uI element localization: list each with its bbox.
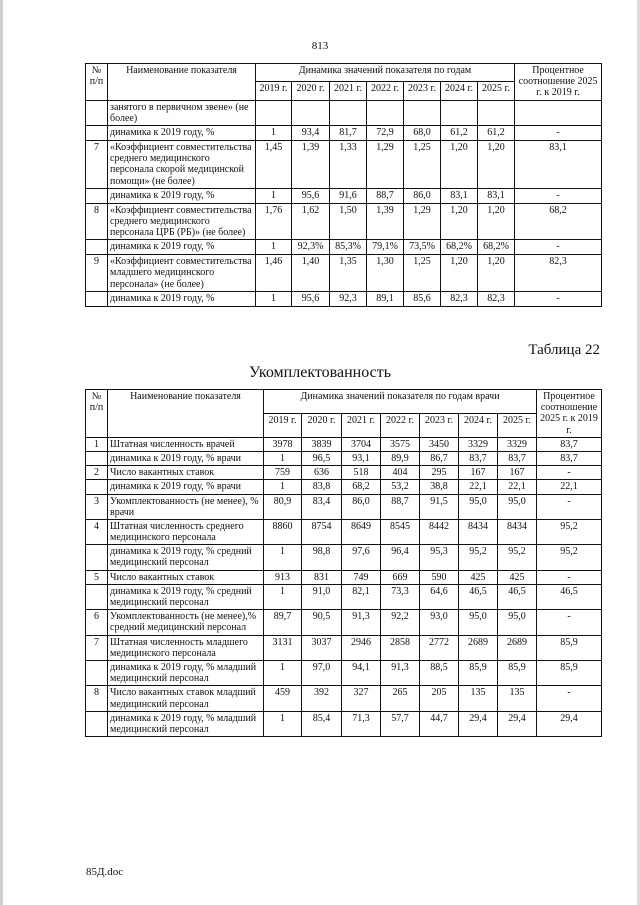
row-number-cell: 8 [86,203,108,240]
year-value-cell: 71,3 [342,711,381,736]
year-value-cell: 95,6 [292,291,330,306]
header-year: 2019 г. [264,413,302,437]
indicator-name-cell: Укомплектованность (не менее), % врачи [108,494,264,519]
row-number-cell: 1 [86,437,108,451]
percent-ratio-cell: - [515,125,602,140]
percent-ratio-cell: 83,1 [515,140,602,188]
year-value-cell: 2946 [342,635,381,660]
table-row [86,125,602,140]
header-year: 2020 г. [292,82,330,100]
year-value-cell: 518 [342,466,381,480]
year-value-cell: 95,2 [498,545,537,570]
year-value-cell: 1,20 [478,203,515,240]
indicator-name-cell: Число вакантных ставок [108,466,264,480]
year-value-cell: 1,33 [330,140,367,188]
year-value-cell: 1 [256,125,292,140]
table-row [86,291,602,306]
header-year: 2020 г. [302,413,342,437]
indicator-name-cell: динамика к 2019 году, % [108,240,256,255]
header-year: 2022 г. [367,82,404,100]
year-value-cell: 3037 [302,635,342,660]
year-value-cell: 1,40 [292,255,330,292]
year-value-cell: 91,5 [420,494,459,519]
percent-ratio-cell: 83,7 [537,437,602,451]
year-value-cell: 1 [256,188,292,203]
year-value-cell: 1,20 [441,203,478,240]
year-value-cell: 1 [264,660,302,685]
year-value-cell: 1,25 [404,255,441,292]
file-name-footer: 85Д.doc [86,866,124,878]
year-value-cell: 86,7 [420,451,459,465]
year-value-cell: 1 [256,240,292,255]
table-row [86,635,602,660]
table-row [86,466,602,480]
percent-ratio-cell: - [515,188,602,203]
year-value-cell: 93,4 [292,125,330,140]
header-dynamics: Динамика значений показателя по годам врачи [264,390,537,414]
indicator-name-cell: Число вакантных ставок младший медицинский персонал [108,686,264,711]
percent-ratio-cell: - [537,466,602,480]
year-value-cell: 759 [264,466,302,480]
header-name: Наименование показателя [108,390,264,438]
year-value-cell: 72,9 [367,125,404,140]
row-number-cell: 3 [86,494,108,519]
year-value-cell: 167 [459,466,498,480]
percent-ratio-cell: 85,9 [537,635,602,660]
year-value-cell: 167 [498,466,537,480]
row-number-cell: 7 [86,635,108,660]
row-number-cell: 6 [86,610,108,635]
year-value-cell: 83,7 [498,451,537,465]
year-value-cell: 83,8 [302,480,342,494]
year-value-cell: 425 [459,570,498,584]
table-row [86,584,602,609]
percent-ratio-cell: - [515,291,602,306]
year-value-cell: 1,29 [367,140,404,188]
year-value-cell: 3450 [420,437,459,451]
table-row [86,451,602,465]
year-value-cell: 1,35 [330,255,367,292]
row-number-cell [86,125,108,140]
percent-ratio-cell: 68,2 [515,203,602,240]
indicator-name-cell: Штатная численность врачей [108,437,264,451]
year-value-cell: 97,0 [302,660,342,685]
row-number-cell: 8 [86,686,108,711]
year-value-cell: 82,1 [342,584,381,609]
year-value-cell: 8434 [498,519,537,544]
table-staffing-coefficients [85,63,602,307]
indicator-name-cell: занятого в первичном звене» (не более) [108,100,256,125]
indicator-name-cell: Число вакантных ставок [108,570,264,584]
year-value-cell: 1,39 [367,203,404,240]
indicator-name-cell: динамика к 2019 году, % [108,291,256,306]
year-value-cell: 1,30 [367,255,404,292]
year-value-cell: 68,2% [441,240,478,255]
year-value-cell [256,100,292,125]
year-value-cell: 669 [381,570,420,584]
indicator-name-cell: «Коэффициент совместительства младшего медицинского персонала» (не более) [108,255,256,292]
year-value-cell: 29,4 [498,711,537,736]
table-row [86,437,602,451]
year-value-cell: 3978 [264,437,302,451]
table-row [86,545,602,570]
year-value-cell: 1,45 [256,140,292,188]
header-percent: Процентное соотношение 2025 г. к 2019 г. [515,64,602,101]
year-value-cell: 636 [302,466,342,480]
percent-ratio-cell: 83,7 [537,451,602,465]
year-value-cell: 93,0 [420,610,459,635]
year-value-cell: 92,3 [330,291,367,306]
year-value-cell: 81,7 [330,125,367,140]
percent-ratio-cell: 22,1 [537,480,602,494]
year-value-cell: 3575 [381,437,420,451]
year-value-cell: 85,9 [498,660,537,685]
year-value-cell: 86,0 [404,188,441,203]
year-value-cell: 73,3 [381,584,420,609]
row-number-cell [86,545,108,570]
header-num: № п/п [86,64,108,101]
year-value-cell [404,100,441,125]
year-value-cell [367,100,404,125]
year-value-cell: 64,6 [420,584,459,609]
table-row [86,140,602,188]
indicator-name-cell: «Коэффициент совместительства среднего медицинского персонала скорой медицинской помощи» (не более) [108,140,256,188]
indicator-name-cell: динамика к 2019 году, % врачи [108,451,264,465]
scan-edge-left [0,0,3,905]
table-row [86,480,602,494]
year-value-cell: 392 [302,686,342,711]
year-value-cell [478,100,515,125]
header-dynamics: Динамика значений показателя по годам [256,64,515,82]
year-value-cell: 83,1 [441,188,478,203]
table-row [86,570,602,584]
year-value-cell: 91,6 [330,188,367,203]
row-number-cell: 2 [86,466,108,480]
year-value-cell: 83,7 [459,451,498,465]
year-value-cell: 53,2 [381,480,420,494]
percent-ratio-cell: - [537,610,602,635]
year-value-cell: 1 [264,545,302,570]
year-value-cell: 22,1 [459,480,498,494]
indicator-name-cell: динамика к 2019 году, % [108,125,256,140]
year-value-cell: 88,7 [381,494,420,519]
year-value-cell: 88,5 [420,660,459,685]
year-value-cell: 98,8 [302,545,342,570]
table-row [86,494,602,519]
table-row [86,100,602,125]
year-value-cell: 749 [342,570,381,584]
row-number-cell [86,480,108,494]
year-value-cell: 95,0 [459,494,498,519]
year-value-cell: 85,4 [302,711,342,736]
year-value-cell: 96,4 [381,545,420,570]
year-value-cell: 86,0 [342,494,381,519]
year-value-cell: 1,39 [292,140,330,188]
table-row [86,188,602,203]
header-num: № п/п [86,390,108,438]
year-value-cell: 295 [420,466,459,480]
year-value-cell: 2689 [498,635,537,660]
year-value-cell: 68,2% [478,240,515,255]
year-value-cell: 1,46 [256,255,292,292]
year-value-cell: 1,76 [256,203,292,240]
row-number-cell [86,660,108,685]
year-value-cell: 46,5 [498,584,537,609]
year-value-cell: 8754 [302,519,342,544]
year-value-cell: 913 [264,570,302,584]
year-value-cell: 459 [264,686,302,711]
year-value-cell: 94,1 [342,660,381,685]
year-value-cell: 2772 [420,635,459,660]
table-title: Укомплектованность [248,364,392,381]
year-value-cell: 57,7 [381,711,420,736]
year-value-cell: 8434 [459,519,498,544]
year-value-cell: 82,3 [441,291,478,306]
table-row [86,255,602,292]
year-value-cell: 8860 [264,519,302,544]
year-value-cell: 95,0 [459,610,498,635]
percent-ratio-cell: 46,5 [537,584,602,609]
row-number-cell [86,584,108,609]
year-value-cell: 3329 [498,437,537,451]
indicator-name-cell: динамика к 2019 году, % младший медицинский персонал [108,711,264,736]
year-value-cell [292,100,330,125]
year-value-cell: 88,7 [367,188,404,203]
year-value-cell: 1,25 [404,140,441,188]
row-number-cell [86,188,108,203]
table-body [86,437,602,736]
year-value-cell: 46,5 [459,584,498,609]
header-year: 2023 г. [404,82,441,100]
year-value-cell: 89,9 [381,451,420,465]
year-value-cell: 68,0 [404,125,441,140]
table-row [86,610,602,635]
year-value-cell: 404 [381,466,420,480]
year-value-cell: 44,7 [420,711,459,736]
year-value-cell: 831 [302,570,342,584]
row-number-cell [86,100,108,125]
year-value-cell: 425 [498,570,537,584]
year-value-cell: 29,4 [459,711,498,736]
year-value-cell: 1,20 [441,255,478,292]
year-value-cell: 590 [420,570,459,584]
year-value-cell [330,100,367,125]
year-value-cell: 92,3% [292,240,330,255]
year-value-cell: 38,8 [420,480,459,494]
year-value-cell: 85,6 [404,291,441,306]
row-number-cell [86,291,108,306]
percent-ratio-cell: 29,4 [537,711,602,736]
table-caption: Таблица 22 [528,342,600,358]
year-value-cell [441,100,478,125]
year-value-cell: 1 [264,480,302,494]
year-value-cell: 96,5 [302,451,342,465]
year-value-cell: 97,6 [342,545,381,570]
year-value-cell: 61,2 [478,125,515,140]
year-value-cell: 68,2 [342,480,381,494]
header-year: 2025 г. [478,82,515,100]
percent-ratio-cell: - [537,570,602,584]
header-year: 2019 г. [256,82,292,100]
year-value-cell: 135 [459,686,498,711]
indicator-name-cell: динамика к 2019 году, % [108,188,256,203]
table-row [86,240,602,255]
percent-ratio-cell: 85,9 [537,660,602,685]
year-value-cell: 80,9 [264,494,302,519]
year-value-cell: 1,62 [292,203,330,240]
page-number: 813 [311,40,329,52]
year-value-cell: 1 [264,451,302,465]
header-year: 2025 г. [498,413,537,437]
year-value-cell: 205 [420,686,459,711]
year-value-cell: 90,5 [302,610,342,635]
year-value-cell: 1,20 [478,255,515,292]
year-value-cell: 91,3 [342,610,381,635]
header-year: 2024 г. [441,82,478,100]
year-value-cell: 95,3 [420,545,459,570]
header-name: Наименование показателя [108,64,256,101]
percent-ratio-cell: 95,2 [537,519,602,544]
table-row [86,686,602,711]
percent-ratio-cell: 95,2 [537,545,602,570]
year-value-cell: 93,1 [342,451,381,465]
year-value-cell: 92,2 [381,610,420,635]
indicator-name-cell: динамика к 2019 году, % врачи [108,480,264,494]
percent-ratio-cell: - [515,240,602,255]
indicator-name-cell: Штатная численность среднего медицинского персонала [108,519,264,544]
header-year: 2024 г. [459,413,498,437]
table-row [86,519,602,544]
year-value-cell: 79,1% [367,240,404,255]
year-value-cell: 265 [381,686,420,711]
header-percent: Процентное соотношение 2025 г. к 2019 г. [537,390,602,438]
header-year: 2023 г. [420,413,459,437]
year-value-cell: 1,29 [404,203,441,240]
year-value-cell: 85,9 [459,660,498,685]
year-value-cell: 73,5% [404,240,441,255]
year-value-cell: 1 [264,584,302,609]
year-value-cell: 327 [342,686,381,711]
table-staffing-completeness [85,389,602,737]
year-value-cell: 91,3 [381,660,420,685]
table-row [86,711,602,736]
percent-ratio-cell: 82,3 [515,255,602,292]
table-body [86,100,602,306]
year-value-cell: 8649 [342,519,381,544]
row-number-cell [86,451,108,465]
table-row [86,660,602,685]
year-value-cell: 95,6 [292,188,330,203]
header-year: 2021 г. [330,82,367,100]
year-value-cell: 3329 [459,437,498,451]
year-value-cell: 135 [498,686,537,711]
year-value-cell: 3704 [342,437,381,451]
year-value-cell: 85,3% [330,240,367,255]
table-row [86,203,602,240]
year-value-cell: 1,50 [330,203,367,240]
header-year: 2021 г. [342,413,381,437]
year-value-cell: 22,1 [498,480,537,494]
year-value-cell: 89,1 [367,291,404,306]
year-value-cell: 95,0 [498,494,537,519]
percent-ratio-cell: - [537,686,602,711]
year-value-cell: 83,1 [478,188,515,203]
year-value-cell: 95,2 [459,545,498,570]
row-number-cell [86,240,108,255]
year-value-cell: 8442 [420,519,459,544]
year-value-cell: 3839 [302,437,342,451]
header-year: 2022 г. [381,413,420,437]
row-number-cell: 5 [86,570,108,584]
year-value-cell: 61,2 [441,125,478,140]
year-value-cell: 83,4 [302,494,342,519]
indicator-name-cell: динамика к 2019 году, % средний медицинский персонал [108,545,264,570]
indicator-name-cell: «Коэффициент совместительства среднего медицинского персонала ЦРБ (РБ)» (не более) [108,203,256,240]
year-value-cell: 91,0 [302,584,342,609]
indicator-name-cell: динамика к 2019 году, % средний медицинский персонал [108,584,264,609]
row-number-cell: 9 [86,255,108,292]
year-value-cell: 8545 [381,519,420,544]
indicator-name-cell: Укомплектованность (не менее),% средний медицинский персонал [108,610,264,635]
year-value-cell: 89,7 [264,610,302,635]
row-number-cell: 7 [86,140,108,188]
year-value-cell: 82,3 [478,291,515,306]
indicator-name-cell: динамика к 2019 году, % младший медицинский персонал [108,660,264,685]
year-value-cell: 1,20 [441,140,478,188]
percent-ratio-cell [515,100,602,125]
row-number-cell [86,711,108,736]
indicator-name-cell: Штатная численность младшего медицинского персонала [108,635,264,660]
row-number-cell: 4 [86,519,108,544]
year-value-cell: 1 [256,291,292,306]
year-value-cell: 2858 [381,635,420,660]
year-value-cell: 2689 [459,635,498,660]
year-value-cell: 1 [264,711,302,736]
percent-ratio-cell: - [537,494,602,519]
year-value-cell: 1,20 [478,140,515,188]
year-value-cell: 95,0 [498,610,537,635]
year-value-cell: 3131 [264,635,302,660]
